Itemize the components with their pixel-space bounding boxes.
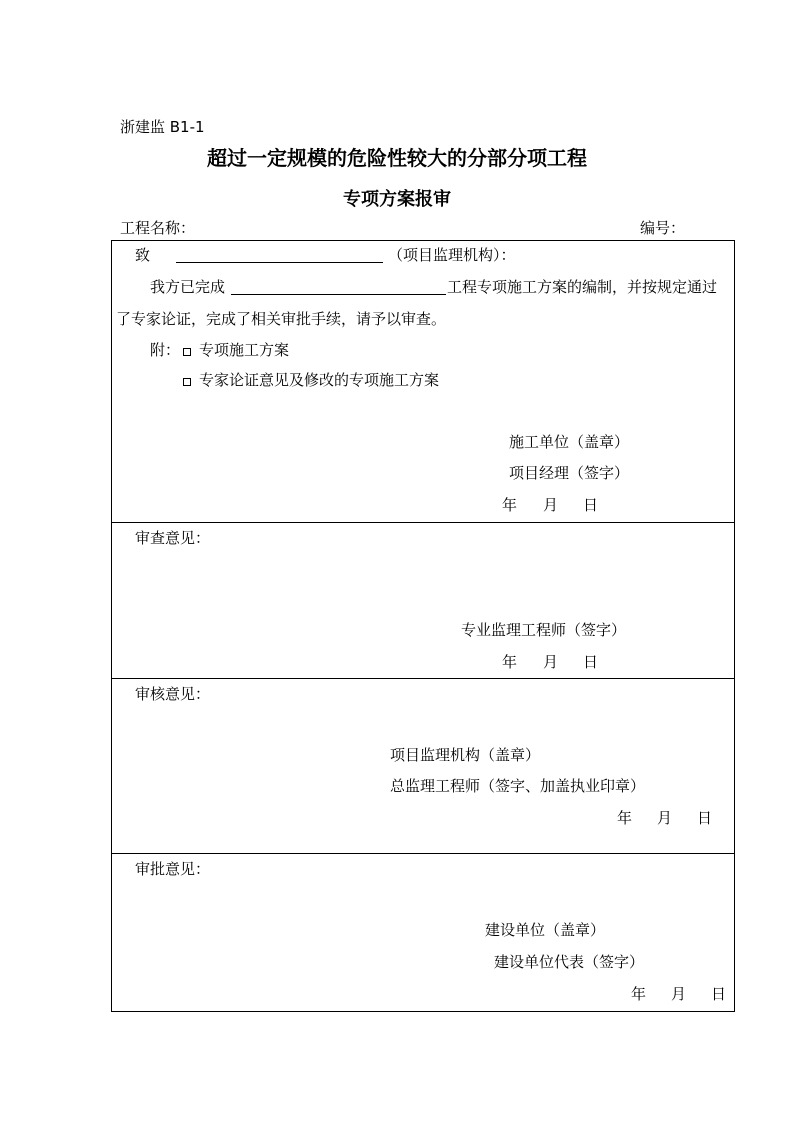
- supervision-org-seal: 项目监理机构（盖章）: [390, 746, 541, 764]
- date-day: 日: [583, 496, 599, 514]
- attachment-item-1[interactable]: [183, 343, 289, 358]
- review-opinion-label: 审查意见：: [135, 529, 211, 547]
- attachment-item-2[interactable]: [183, 373, 439, 388]
- date-month: 月: [543, 653, 559, 671]
- row-divider-2: [111, 678, 735, 679]
- attach-label: 附：: [150, 341, 181, 359]
- statement-suffix: 工程专项施工方案的编制，并按规定通过: [447, 278, 718, 296]
- approval-opinion-label: 审批意见：: [135, 860, 211, 878]
- date-year: 年: [631, 985, 647, 1003]
- form-code: 浙建监 B1-1: [120, 118, 205, 136]
- construction-unit-seal: 施工单位（盖章）: [509, 433, 630, 451]
- page-title: 超过一定规模的危险性较大的分部分项工程: [207, 146, 587, 170]
- date-day: 日: [711, 985, 727, 1003]
- checkbox-icon[interactable]: [183, 378, 191, 386]
- date-year: 年: [502, 496, 518, 514]
- audit-opinion-label: 审核意见：: [135, 685, 211, 703]
- to-suffix: （项目监理机构）：: [388, 246, 516, 264]
- project-blank[interactable]: [231, 294, 446, 295]
- chief-engineer-sign: 总监理工程师（签字、加盖执业印章）: [390, 777, 646, 795]
- recipient-blank[interactable]: [176, 262, 383, 263]
- project-name-label: 工程名称：: [120, 219, 196, 237]
- attachment-label-2: 专家论证意见及修改的专项施工方案: [199, 371, 440, 389]
- attachment-label-1: 专项施工方案: [199, 341, 290, 359]
- row-divider-1: [111, 522, 735, 523]
- page-subtitle: 专项方案报审: [343, 189, 451, 210]
- supervising-engineer-sign: 专业监理工程师（签字）: [461, 621, 627, 639]
- date-year: 年: [617, 809, 633, 827]
- number-label: 编号：: [640, 219, 686, 237]
- statement-prefix: 我方已完成: [150, 278, 226, 296]
- date-month: 月: [671, 985, 687, 1003]
- row-divider-3: [111, 853, 735, 854]
- date-year: 年: [502, 653, 518, 671]
- to-prefix: 致: [135, 246, 151, 264]
- date-month: 月: [657, 809, 673, 827]
- date-day: 日: [697, 809, 713, 827]
- owner-unit-seal: 建设单位（盖章）: [485, 921, 606, 939]
- date-month: 月: [543, 496, 559, 514]
- date-day: 日: [583, 653, 599, 671]
- checkbox-icon[interactable]: [183, 348, 191, 356]
- statement-line2: 了专家论证，完成了相关审批手续，请予以审查。: [116, 310, 447, 328]
- project-manager-sign: 项目经理（签字）: [509, 464, 630, 482]
- owner-rep-sign: 建设单位代表（签字）: [494, 953, 645, 971]
